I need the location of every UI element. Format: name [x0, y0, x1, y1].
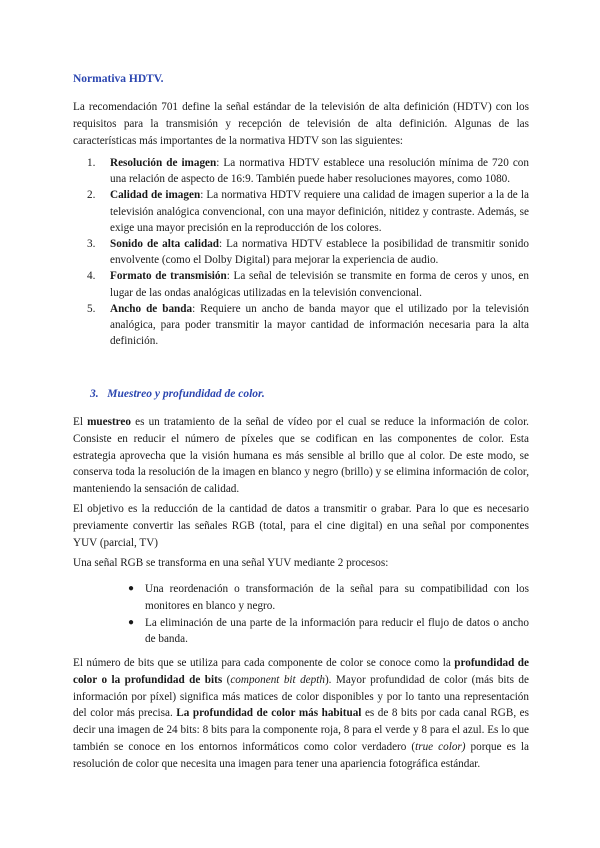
habitual-depth-term: La profundidad de color más habitual	[176, 707, 362, 720]
section-title-text: Muestreo y profundidad de color.	[107, 388, 265, 400]
list-marker: 2.	[87, 189, 96, 202]
list-marker: 1.	[87, 157, 96, 169]
list-item	[73, 155, 529, 187]
bullet-text: Una reordenación o transformación de la señal para su compatibilidad con los monitores en blanco y negro.	[145, 583, 529, 612]
list-item-term: Resolución de imagen	[110, 157, 217, 169]
bullet-item	[73, 615, 529, 649]
text-run: es de 8 bits por cada canal RGB, es decir una imagen de 24 bits: 8 bits para la componente roja, 8 para el verde y 8 para el azul. Es lo que también se conoce en los entornos informáticos como color verdadero (	[73, 707, 529, 753]
text-run: porque es la resolución de color que necesita una imagen para tener una apariencia fotográfica estándar.	[73, 740, 529, 770]
list-item	[73, 187, 529, 236]
list-item-text: : Requiere un ancho de banda mayor que el utilizado por la televisión analógica, para poder transmitir la mayor cantidad de información necesaria para la alta definición.	[110, 302, 529, 348]
section-title-normativa-hdtv: Normativa HDTV.	[73, 73, 164, 85]
list-item	[73, 236, 529, 268]
bullet-item	[73, 581, 529, 615]
color-depth-term: profundidad de color o la profundidad de bits	[73, 657, 529, 686]
bullet-icon: ●	[128, 583, 135, 594]
list-item-text: : La normativa HDTV establece una resolución mínima de 720 con una relación de aspecto de 16:9. También puede haber resoluciones mayores, como 1080.	[110, 157, 529, 186]
section-title-muestreo	[90, 388, 265, 400]
list-item	[73, 268, 529, 300]
list-marker: 4.	[87, 270, 96, 283]
list-item-text: : La normativa HDTV establece la posibilidad de transmitir sonido envolvente (como el Dolby Digital) para mejorar la experiencia de audio.	[110, 238, 529, 267]
component-bit-depth-term: component bit depth	[230, 673, 325, 686]
section-number: 3.	[90, 388, 99, 400]
bullet-text: La eliminación de una parte de la información para reducir el flujo de datos o ancho de banda.	[145, 616, 529, 646]
objective-paragraph: El objetivo es la reducción de la cantidad de datos a transmitir o grabar. Para lo que es necesario previamente convertir las señales RGB (total, para el cine digital) en una señal por componentes YUV (parcial, TV)	[73, 503, 529, 549]
text-run: El	[73, 416, 88, 428]
list-item-text: : La señal de televisión se transmite en forma de ceros y unos, en lugar de las ondas analógicas utilizadas en la televisión convencional.	[110, 270, 529, 299]
rgb-yuv-paragraph: Una señal RGB se transforma en una señal YUV mediante 2 procesos:	[73, 557, 389, 569]
list-item	[73, 301, 529, 350]
list-item-term: Sonido de alta calidad	[110, 238, 220, 251]
process-bullet-list	[73, 581, 529, 648]
hdtv-characteristics-list	[73, 155, 529, 349]
list-marker: 3.	[87, 238, 96, 251]
list-item-term: Formato de transmisión	[110, 270, 227, 283]
list-item-term: Ancho de banda	[110, 302, 193, 315]
text-run: (	[222, 673, 231, 686]
muestreo-term: muestreo	[87, 416, 131, 428]
list-item-text: : La normativa HDTV requiere una calidad de imagen superior a la de la televisión analógica convencional, con una mayor definición, nitidez y contraste. Además, se exige una mayor precisión en la reproducción de los colores.	[110, 189, 529, 234]
bullet-icon: ●	[128, 616, 135, 628]
text-run: ). Mayor profundidad de color (más bits de información por píxel) significa más matices de color disponibles y por lo tanto una representación del color más precisa.	[73, 673, 529, 720]
muestreo-paragraph	[73, 414, 529, 498]
true-color-term: true color)	[415, 740, 466, 753]
text-run: es un tratamiento de la señal de vídeo por el cual se reduce la información de color. Consiste en reducir el número de píxeles que se codifican en las componentes de color. Esta estrategia aprovecha que la visión humana es más sensible al brillo que al color. De este modo, se conserva toda la resolución de la imagen en blanco y negro (brillo) y se elimina información de color, manteniendo la sensación de calidad.	[73, 416, 529, 496]
intro-paragraph: La recomendación 701 define la señal estándar de la televisión de alta definición (HDTV) con los requisitos para la transmisión y recepción de televisión de alta definición. Algunas de las características más importantes de la normativa HDTV son las siguientes:	[73, 101, 529, 147]
list-item-term: Calidad de imagen	[110, 189, 201, 202]
list-marker: 5.	[87, 302, 96, 315]
text-run: El número de bits que se utiliza para cada componente de color se conoce como la	[73, 657, 455, 669]
color-depth-paragraph	[73, 655, 529, 773]
